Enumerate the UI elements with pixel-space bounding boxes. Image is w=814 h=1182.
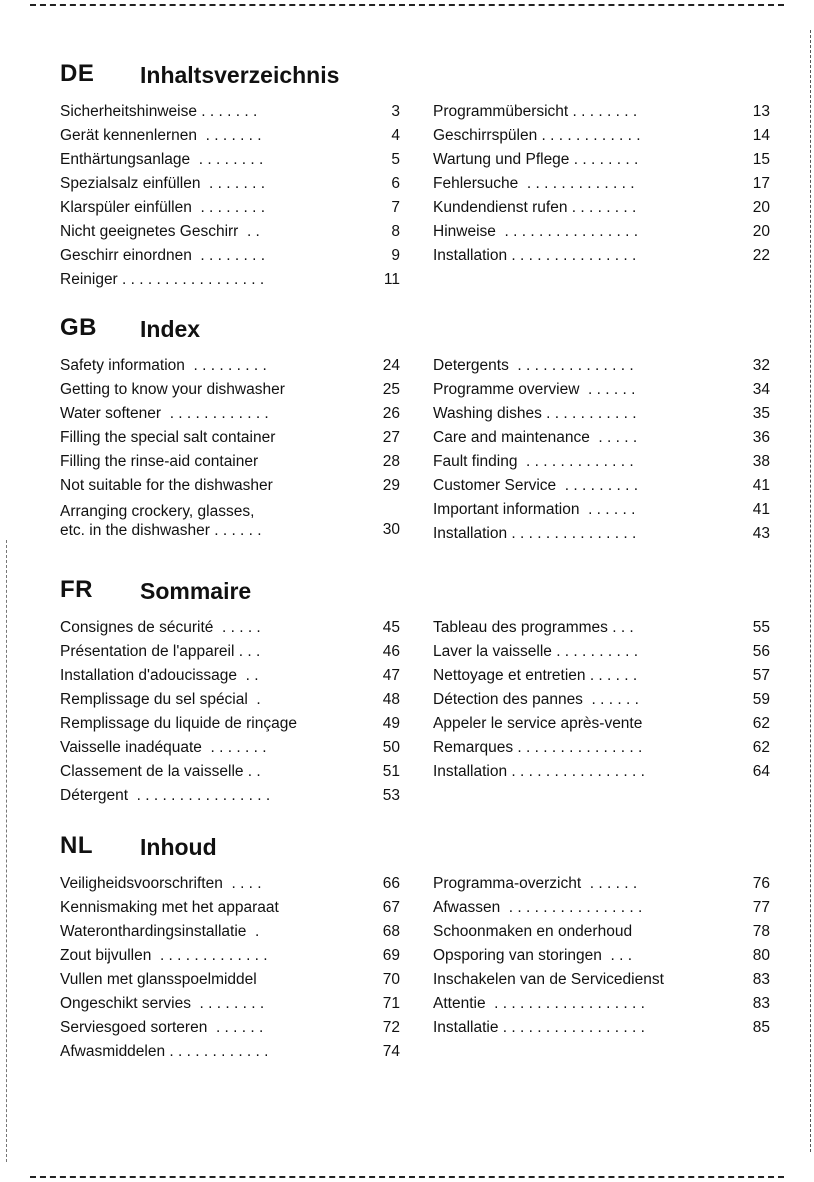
- entry-label: Enthärtungsanlage . . . . . . . .: [60, 151, 264, 168]
- entry-label: Kennismaking met het apparaat: [60, 899, 279, 916]
- toc-entry: [60, 498, 400, 544]
- toc-entry: [433, 498, 770, 522]
- toc-section-gb: [60, 314, 770, 542]
- entry-page-number: 3: [391, 103, 400, 120]
- toc-entry: [60, 760, 400, 784]
- toc-entry: [60, 712, 400, 736]
- toc-column-right: [433, 616, 770, 784]
- entry-page-number: 25: [382, 381, 400, 398]
- entry-page-number: 30: [382, 521, 400, 538]
- toc-entry: [433, 450, 770, 474]
- entry-page-number: 85: [752, 1019, 770, 1036]
- entry-page-number: 83: [752, 995, 770, 1012]
- entry-label: Nettoyage et entretien . . . . . .: [433, 667, 638, 684]
- entry-label: Vaisselle inadéquate . . . . . . .: [60, 739, 267, 756]
- toc-entry: [60, 196, 400, 220]
- toc-entry: [433, 402, 770, 426]
- entry-page-number: 62: [752, 739, 770, 756]
- entry-label: Remplissage du sel spécial .: [60, 691, 261, 708]
- entry-label: Installation . . . . . . . . . . . . . . .: [433, 525, 637, 542]
- toc-entry: [433, 426, 770, 450]
- entry-label: Installatie . . . . . . . . . . . . . . . . .: [433, 1019, 645, 1036]
- entry-page-number: 7: [391, 199, 400, 216]
- entry-page-number: 32: [752, 357, 770, 374]
- toc-entry: [433, 760, 770, 784]
- entry-page-number: 29: [382, 477, 400, 494]
- entry-page-number: 53: [382, 787, 400, 804]
- entry-label: Installation d'adoucissage . .: [60, 667, 259, 684]
- entry-page-number: 36: [752, 429, 770, 446]
- section-header: [60, 314, 770, 354]
- toc-entry: [433, 1016, 770, 1040]
- entry-label: Remplissage du liquide de rinçage: [60, 715, 297, 732]
- toc-entry: [60, 640, 400, 664]
- toc-entry: [433, 736, 770, 760]
- section-title: Index: [140, 316, 201, 342]
- entry-label: Fault finding . . . . . . . . . . . . .: [433, 453, 634, 470]
- entry-page-number: 72: [382, 1019, 400, 1036]
- entry-label: Klarspüler einfüllen . . . . . . . .: [60, 199, 266, 216]
- toc-entry: [60, 426, 400, 450]
- entry-page-number: 27: [382, 429, 400, 446]
- entry-page-number: 20: [752, 223, 770, 240]
- entry-label: Serviesgoed sorteren . . . . . .: [60, 1019, 264, 1036]
- toc-column-right: [433, 354, 770, 546]
- toc-entry: [60, 244, 400, 268]
- entry-page-number: 28: [382, 453, 400, 470]
- toc-entry: [60, 378, 400, 402]
- section-header: [60, 60, 770, 100]
- toc-entry: [433, 944, 770, 968]
- toc-entry: [433, 220, 770, 244]
- entry-page-number: 24: [382, 357, 400, 374]
- entry-label: Opsporing van storingen . . .: [433, 947, 633, 964]
- language-code: NL: [60, 832, 93, 859]
- entry-label: Zout bijvullen . . . . . . . . . . . . .: [60, 947, 268, 964]
- entry-label: Hinweise . . . . . . . . . . . . . . . .: [433, 223, 638, 240]
- entry-label: Détergent . . . . . . . . . . . . . . . .: [60, 787, 271, 804]
- entry-label: Filling the rinse-aid container: [60, 453, 259, 470]
- entry-label: Remarques . . . . . . . . . . . . . . .: [433, 739, 643, 756]
- toc-entry: [60, 172, 400, 196]
- entry-label: Veiligheidsvoorschriften . . . .: [60, 875, 262, 892]
- entry-page-number: 17: [752, 175, 770, 192]
- entry-page-number: 41: [752, 501, 770, 518]
- toc-entry: [433, 196, 770, 220]
- entry-page-number: 77: [752, 899, 770, 916]
- entry-label: Reiniger . . . . . . . . . . . . . . . . .: [60, 271, 265, 288]
- entry-label: Attentie . . . . . . . . . . . . . . . . . .: [433, 995, 645, 1012]
- entry-page-number: 11: [383, 271, 400, 288]
- toc-entry: [433, 172, 770, 196]
- entry-label: Programma-overzicht . . . . . .: [433, 875, 638, 892]
- right-scan-edge: [810, 30, 811, 1152]
- toc-section-fr: [60, 576, 770, 804]
- entry-page-number: 8: [391, 223, 400, 240]
- entry-page-number: 71: [382, 995, 400, 1012]
- entry-page-number: 22: [752, 247, 770, 264]
- toc-entry: [60, 220, 400, 244]
- toc-entry: [433, 616, 770, 640]
- entry-label: Kundendienst rufen . . . . . . . .: [433, 199, 637, 216]
- toc-entry: [433, 354, 770, 378]
- section-header: [60, 832, 770, 872]
- entry-page-number: 64: [752, 763, 770, 780]
- entry-page-number: 70: [382, 971, 400, 988]
- entry-label: Consignes de sécurité . . . . .: [60, 619, 261, 636]
- entry-page-number: 67: [382, 899, 400, 916]
- left-scan-edge: [6, 540, 7, 1162]
- toc-entry: [60, 100, 400, 124]
- entry-page-number: 34: [752, 381, 770, 398]
- language-code: GB: [60, 314, 97, 341]
- entry-page-number: 68: [382, 923, 400, 940]
- toc-entry: [433, 124, 770, 148]
- toc-entry: [60, 1040, 400, 1064]
- entry-label: Sicherheitshinweise . . . . . . .: [60, 103, 258, 120]
- toc-entry: [433, 992, 770, 1016]
- entry-label: Detergents . . . . . . . . . . . . . .: [433, 357, 634, 374]
- entry-label: Inschakelen van de Servicedienst: [433, 971, 664, 988]
- entry-label: Gerät kennenlernen . . . . . . .: [60, 127, 262, 144]
- toc-section-de: [60, 60, 770, 288]
- entry-label: Spezialsalz einfüllen . . . . . . .: [60, 175, 266, 192]
- entry-label: Laver la vaisselle . . . . . . . . . .: [433, 643, 639, 660]
- entry-label: Important information . . . . . .: [433, 501, 636, 518]
- toc-entry: [433, 712, 770, 736]
- entry-page-number: 78: [752, 923, 770, 940]
- toc-column-right: [433, 100, 770, 268]
- toc-entry: [433, 688, 770, 712]
- entry-page-number: 50: [382, 739, 400, 756]
- entry-page-number: 47: [382, 667, 400, 684]
- entry-page-number: 41: [752, 477, 770, 494]
- entry-page-number: 38: [752, 453, 770, 470]
- toc-entry: [60, 872, 400, 896]
- toc-entry: [60, 896, 400, 920]
- entry-label: Geschirrspülen . . . . . . . . . . . .: [433, 127, 641, 144]
- toc-entry: [60, 688, 400, 712]
- entry-label: Installation . . . . . . . . . . . . . . . .: [433, 763, 645, 780]
- entry-label: Washing dishes . . . . . . . . . . .: [433, 405, 637, 422]
- entry-label: Schoonmaken en onderhoud: [433, 923, 633, 940]
- toc-entry: [60, 450, 400, 474]
- toc-entry: [60, 1016, 400, 1040]
- entry-label: Getting to know your dishwasher: [60, 381, 285, 398]
- entry-label: Détection des pannes . . . . . .: [433, 691, 639, 708]
- entry-label: Fehlersuche . . . . . . . . . . . . .: [433, 175, 635, 192]
- entry-label: Safety information . . . . . . . . .: [60, 357, 267, 374]
- entry-label: Geschirr einordnen . . . . . . . .: [60, 247, 266, 264]
- toc-section-nl: [60, 832, 770, 1060]
- toc-entry: [60, 616, 400, 640]
- toc-entry: [433, 378, 770, 402]
- section-title: Sommaire: [140, 578, 252, 604]
- entry-page-number: 57: [752, 667, 770, 684]
- toc-entry: [433, 522, 770, 546]
- toc-entry: [60, 736, 400, 760]
- entry-page-number: 74: [382, 1043, 400, 1060]
- toc-entry: [60, 944, 400, 968]
- toc-entry: [433, 872, 770, 896]
- entry-page-number: 5: [391, 151, 400, 168]
- entry-label: Afwasmiddelen . . . . . . . . . . . .: [60, 1043, 269, 1060]
- entry-page-number: 4: [391, 127, 400, 144]
- section-title: Inhaltsverzeichnis: [140, 62, 340, 88]
- entry-label: Afwassen . . . . . . . . . . . . . . . .: [433, 899, 643, 916]
- entry-page-number: 80: [752, 947, 770, 964]
- entry-page-number: 45: [382, 619, 400, 636]
- entry-page-number: 43: [752, 525, 770, 542]
- toc-entry: [60, 268, 400, 292]
- entry-label: Installation . . . . . . . . . . . . . . .: [433, 247, 637, 264]
- entry-label: Wateronthardingsinstallatie .: [60, 923, 260, 940]
- toc-entry: [433, 896, 770, 920]
- entry-page-number: 55: [752, 619, 770, 636]
- entry-label: Programmübersicht . . . . . . . .: [433, 103, 638, 120]
- entry-label: Appeler le service après-vente: [433, 715, 643, 732]
- toc-entry: [433, 100, 770, 124]
- toc-entry: [60, 402, 400, 426]
- entry-label: Wartung und Pflege . . . . . . . .: [433, 151, 639, 168]
- entry-page-number: 62: [752, 715, 770, 732]
- entry-page-number: 20: [752, 199, 770, 216]
- entry-page-number: 59: [752, 691, 770, 708]
- toc-entry: [433, 640, 770, 664]
- top-scan-edge: [30, 4, 784, 6]
- toc-entry: [60, 920, 400, 944]
- entry-label: Not suitable for the dishwasher: [60, 477, 273, 494]
- toc-entry: [433, 244, 770, 268]
- entry-page-number: 14: [752, 127, 770, 144]
- entry-label: Care and maintenance . . . . .: [433, 429, 638, 446]
- toc-entry: [60, 992, 400, 1016]
- toc-entry: [60, 124, 400, 148]
- entry-label: Water softener . . . . . . . . . . . .: [60, 405, 269, 422]
- entry-page-number: 69: [382, 947, 400, 964]
- language-code: FR: [60, 576, 93, 603]
- entry-page-number: 48: [382, 691, 400, 708]
- entry-label: Customer Service . . . . . . . . .: [433, 477, 638, 494]
- toc-entry: [60, 474, 400, 498]
- bottom-scan-edge: [30, 1176, 784, 1178]
- entry-label: Arranging crockery, glasses, etc. in the dishwasher . . . . . .: [60, 503, 262, 539]
- entry-label: Classement de la vaisselle . .: [60, 763, 261, 780]
- toc-column-left: [60, 354, 400, 544]
- entry-page-number: 13: [752, 103, 770, 120]
- toc-entry: [433, 148, 770, 172]
- entry-page-number: 83: [752, 971, 770, 988]
- toc-entry: [433, 664, 770, 688]
- entry-page-number: 51: [382, 763, 400, 780]
- toc-entry: [60, 968, 400, 992]
- toc-column-left: [60, 100, 400, 292]
- entry-page-number: 76: [752, 875, 770, 892]
- entry-page-number: 26: [382, 405, 400, 422]
- toc-column-left: [60, 616, 400, 808]
- toc-entry: [60, 784, 400, 808]
- entry-page-number: 9: [391, 247, 400, 264]
- entry-page-number: 66: [382, 875, 400, 892]
- language-code: DE: [60, 60, 95, 87]
- entry-label: Filling the special salt container: [60, 429, 276, 446]
- toc-entry: [60, 354, 400, 378]
- entry-label: Présentation de l'appareil . . .: [60, 643, 261, 660]
- entry-label: Ongeschikt servies . . . . . . . .: [60, 995, 265, 1012]
- entry-page-number: 46: [382, 643, 400, 660]
- entry-page-number: 15: [752, 151, 770, 168]
- toc-entry: [60, 664, 400, 688]
- entry-page-number: 6: [391, 175, 400, 192]
- toc-entry: [60, 148, 400, 172]
- entry-page-number: 56: [752, 643, 770, 660]
- section-header: [60, 576, 770, 616]
- toc-entry: [433, 968, 770, 992]
- entry-label: Vullen met glansspoelmiddel: [60, 971, 257, 988]
- toc-column-right: [433, 872, 770, 1040]
- toc-entry: [433, 920, 770, 944]
- entry-page-number: 35: [752, 405, 770, 422]
- toc-column-left: [60, 872, 400, 1064]
- entry-label: Nicht geeignetes Geschirr . .: [60, 223, 260, 240]
- toc-entry: [433, 474, 770, 498]
- entry-page-number: 49: [382, 715, 400, 732]
- entry-label: Tableau des programmes . . .: [433, 619, 634, 636]
- section-title: Inhoud: [140, 834, 217, 860]
- entry-label: Programme overview . . . . . .: [433, 381, 636, 398]
